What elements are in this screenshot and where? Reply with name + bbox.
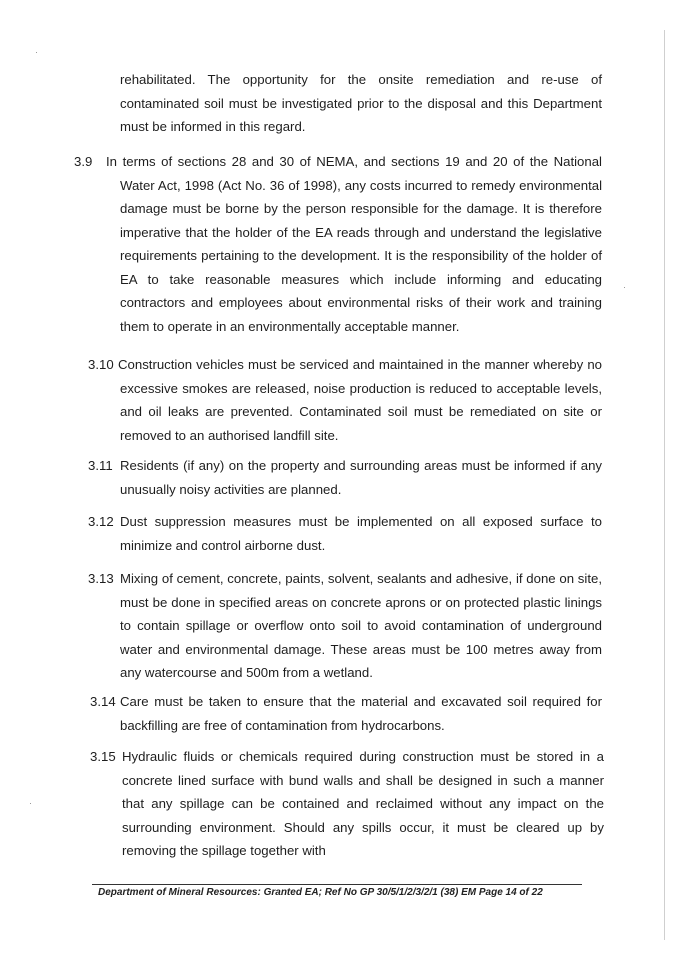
paragraph-3-14 [90, 690, 602, 737]
page-footer: Department of Mineral Resources: Granted EA; Ref No GP 30/5/1/2/3/2/1 (38) EM Page 14 of 22 [98, 887, 543, 898]
paragraph-3-10 [88, 353, 602, 447]
paragraph-number: 3.9 [74, 154, 93, 169]
paragraph-number: 3.15 [90, 749, 116, 764]
paragraph-text: Hydraulic fluids or chemicals required during construction must be stored in a concrete lined surface with bund walls and shall be designed in such a manner that any spillage can be contained and reclaimed without any impact on the surrounding environment. Should any spills occur, it must be cleared up by removing the spillage together with [122, 749, 604, 858]
paragraph-number: 3.10 [88, 357, 114, 372]
paragraph-number: 3.12 [88, 514, 114, 529]
footer-rule [92, 884, 582, 885]
scan-speck [624, 287, 625, 288]
scan-edge-line [664, 30, 665, 940]
paragraph-3-12 [88, 510, 602, 557]
paragraph-text: Construction vehicles must be serviced and maintained in the manner whereby no excessive smokes are released, noise production is reduced to acceptable levels, and oil leaks are prevented. Contaminated soil must be remediated on site or removed to an authorised landfill site. [118, 357, 602, 443]
paragraph-3-9 [74, 150, 602, 338]
paragraph-3-13 [88, 567, 602, 685]
paragraph-text: Mixing of cement, concrete, paints, solvent, sealants and adhesive, if done on site, must be done in specified areas on concrete aprons or on protected plastic linings to contain spillage or overflow onto soil to avoid contamination of underground water and environmental damage. These areas must be 100 metres away from any watercourse and 500m from a wetland. [120, 571, 602, 680]
paragraph-text: Care must be taken to ensure that the material and excavated soil required for backfilling are free of contamination from hydrocarbons. [120, 694, 602, 733]
paragraph-number: 3.11 [88, 458, 113, 473]
scan-speck [30, 803, 31, 804]
paragraph-continuation [120, 68, 602, 139]
scan-speck [36, 52, 37, 53]
paragraph-number: 3.14 [90, 694, 116, 709]
paragraph-text: rehabilitated. The opportunity for the onsite remediation and re-use of contaminated soil must be investigated prior to the disposal and this Department must be informed in this regard. [120, 72, 602, 134]
paragraph-text: Residents (if any) on the property and surrounding areas must be informed if any unusually noisy activities are planned. [120, 458, 602, 497]
paragraph-text: In terms of sections 28 and 30 of NEMA, and sections 19 and 20 of the National Water Act, 1998 (Act No. 36 of 1998), any costs incurred to remedy environmental damage must be borne by the person responsible for the damage. It is therefore imperative that the holder of the EA reads through and understand the legislative requirements pertaining to the development. It is the responsibility of the holder of EA to take reasonable measures which include informing and educating contractors and employees about environmental risks of their work and training them to operate in an environmentally acceptable manner. [106, 154, 602, 334]
paragraph-3-15 [90, 745, 604, 863]
paragraph-number: 3.13 [88, 571, 114, 586]
paragraph-3-11 [88, 454, 602, 501]
paragraph-text: Dust suppression measures must be implemented on all exposed surface to minimize and control airborne dust. [120, 514, 602, 553]
